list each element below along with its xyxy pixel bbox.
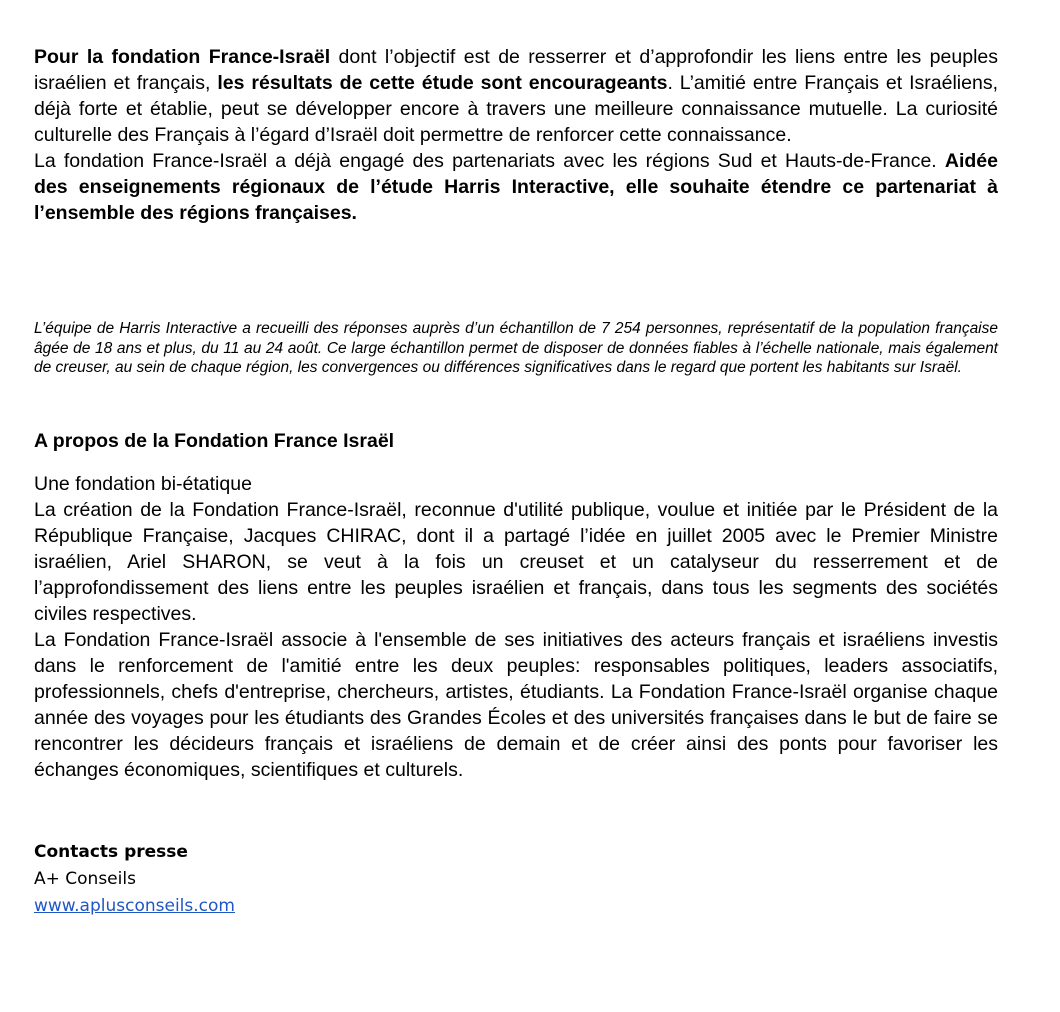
press-contacts (34, 839, 235, 920)
intro-partnerships-text: La fondation France-Israël a déjà engagé des partenariats avec les régions Sud et Hauts-de-France. (34, 150, 945, 172)
about-section (34, 471, 998, 783)
about-heading: A propos de la Fondation France Israël (34, 430, 395, 452)
about-paragraph-1: La création de la Fondation France-Israël, reconnue d'utilité publique, voulue et initiée par le Président de la République Française, Jacques CHIRAC, dont il a partagé l’idée en juillet 2005 avec le Premier Ministre israélien, Ariel SHARON, se veut à la fois un creuset et un catalyseur du resserrement et de l’approfondissement des liens entre les peuples israélien et français, dans tous les segments des sociétés civiles respectives. (34, 499, 998, 625)
about-paragraph-2: La Fondation France-Israël associe à l'ensemble de ses initiatives des acteurs français et israéliens investis dans le renforcement de l'amitié entre les deux peuples: responsables politiques, leaders associatifs, professionnels, chefs d'entreprise, chercheurs, artistes, étudiants. La Fondation France-Israël organise chaque année des voyages pour les étudiants des Grandes Écoles et des universités françaises dans le but de faire se rencontrer les décideurs français et israéliens de demain et de créer ainsi des ponts pour favoriser les échanges économiques, scientifiques et culturels. (34, 629, 998, 781)
intro-text-2: . L’amitié entre Français et Israéliens, déjà forte et établie, peut se développer encore à travers une meilleure connaissance mutuelle. La curiosité culturelle des Français à l’égard d’Israël doit permettre de renforcer cette connaissance. (34, 72, 998, 146)
methodology-note: L’équipe de Harris Interactive a recueilli des réponses auprès d’un échantillon de 7 254 personnes, représentatif de la population française âgée de 18 ans et plus, du 11 au 24 août. Ce large échantillon permet de disposer de données fiables à l’échelle nationale, mais également de creuser, au sein de chaque région, les convergences ou différences significatives dans le regard que portent les habitants sur Israël. (34, 320, 998, 376)
document-page (34, 44, 998, 916)
intro-text-1: dont l’objectif est de resserrer et d’approfondir les liens entre les peuples israélien et français, (34, 46, 998, 94)
intro-section (34, 44, 998, 226)
intro-paragraph-2 (34, 148, 998, 226)
press-agency-name: A+ Conseils (34, 869, 136, 889)
intro-bold-foundation: Pour la fondation France-Israël (34, 46, 331, 68)
intro-bold-results: les résultats de cette étude sont encourageants (217, 72, 668, 94)
intro-bold-regional: Aidée des enseignements régionaux de l’étude Harris Interactive, elle souhaite étendre ce partenariat à l’ensemble des régions françaises. (34, 150, 998, 224)
intro-paragraph-1 (34, 44, 998, 148)
about-subtitle: Une fondation bi-étatique (34, 473, 252, 495)
press-contacts-title: Contacts presse (34, 842, 188, 862)
agency-website-link[interactable]: www.aplusconseils.com (34, 896, 235, 916)
